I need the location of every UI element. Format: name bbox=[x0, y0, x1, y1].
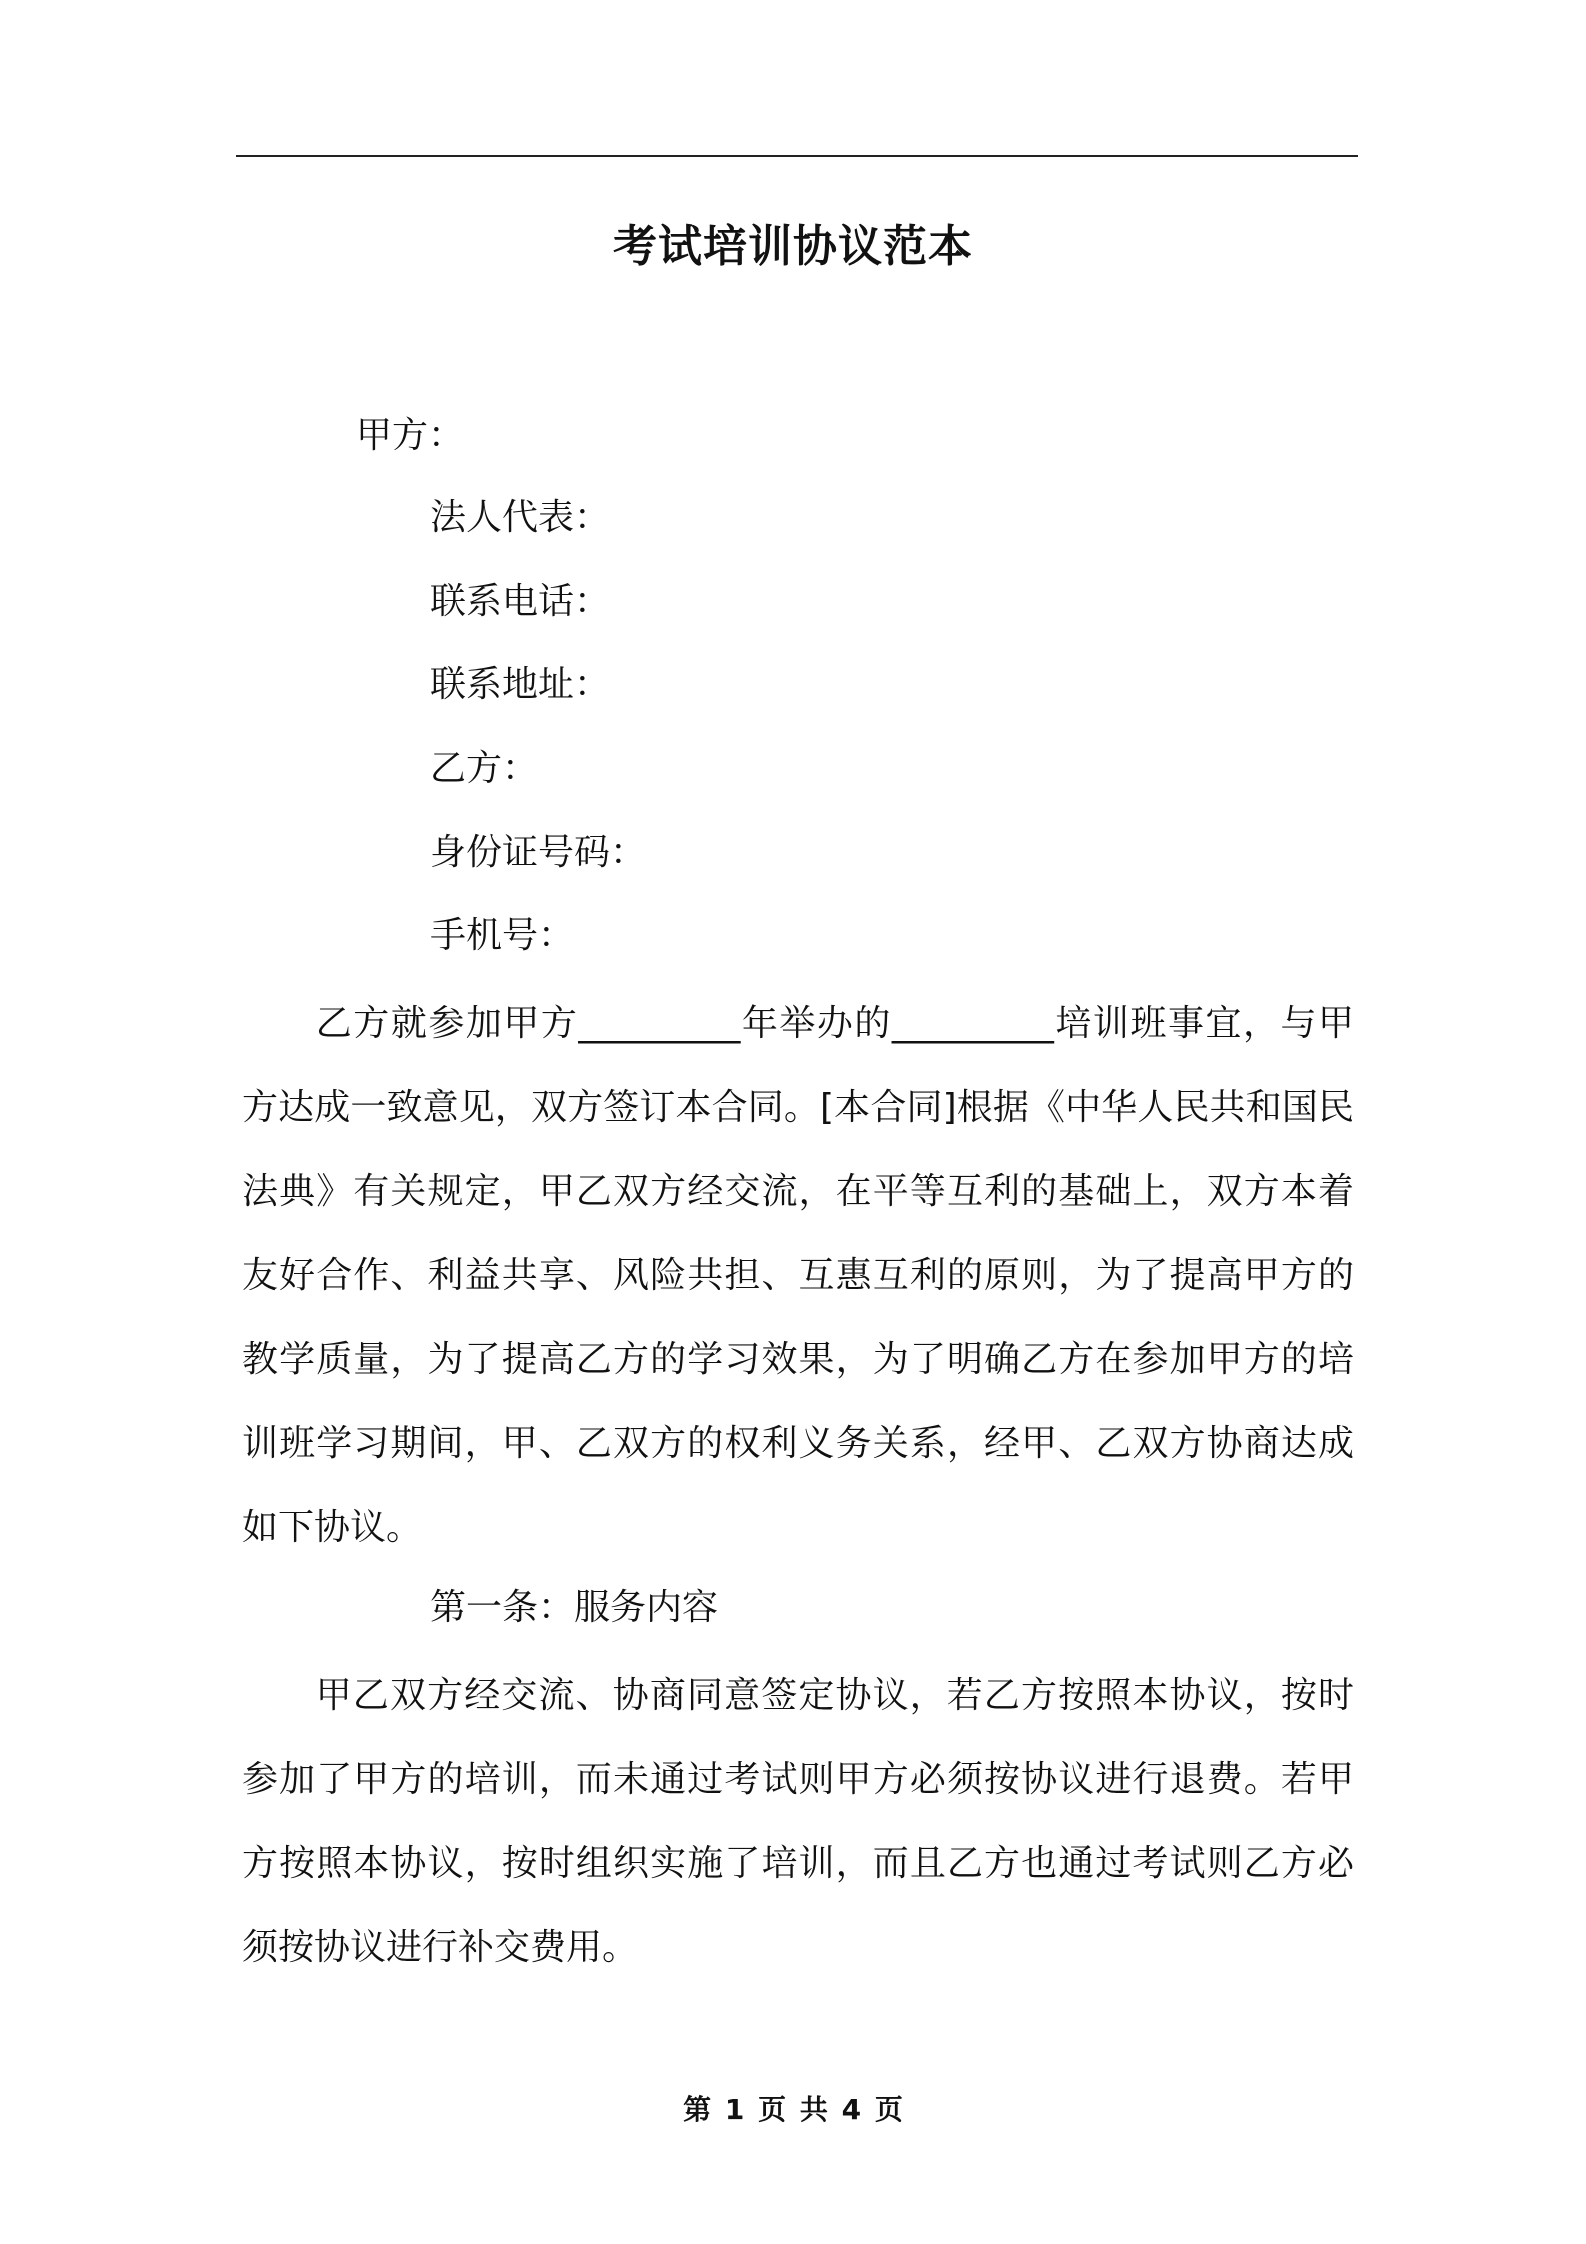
legal-representative-field: 法人代表： bbox=[430, 497, 611, 538]
article-1-paragraph: 甲乙双方经交流、协商同意签定协议，若乙方按照本协议，按时参加了甲方的培训，而未通过考试则甲方必须按协议进行退费。若甲方按照本协议，按时组织实施了培训，而且乙方也通过考试则乙方必须按协议进行补交费用。 bbox=[242, 1675, 1354, 1968]
document-title: 考试培训协议范本 bbox=[613, 221, 973, 272]
header-rule bbox=[236, 155, 1358, 157]
party-a-label: 甲方： bbox=[356, 415, 465, 456]
mobile-number-field: 手机号： bbox=[430, 915, 575, 956]
party-b-label: 乙方： bbox=[430, 748, 539, 789]
article-1-heading: 第一条：服务内容 bbox=[430, 1587, 719, 1628]
page-indicator: 第 1 页 共 4 页 bbox=[683, 2093, 903, 2126]
contact-address-field: 联系地址： bbox=[430, 664, 611, 705]
id-number-field: 身份证号码： bbox=[430, 832, 647, 873]
contact-phone-field: 联系电话： bbox=[430, 581, 611, 622]
intro-paragraph: 乙方就参加甲方_________年举办的_________培训班事宜，与甲方达成一致意见，双方签订本合同。[本合同]根据《中华人民共和国民法典》有关规定，甲乙双方经交流，在平等互利的基础上，双方本着友好合作、利益共享、风险共担、互惠互利的原则，为了提高甲方的教学质量，为了提高乙方的学习效果，为了明确乙方在参加甲方的培训班学习期间，甲、乙双方的权利义务关系，经甲、乙双方协商达成如下协议。 bbox=[242, 1003, 1354, 1548]
